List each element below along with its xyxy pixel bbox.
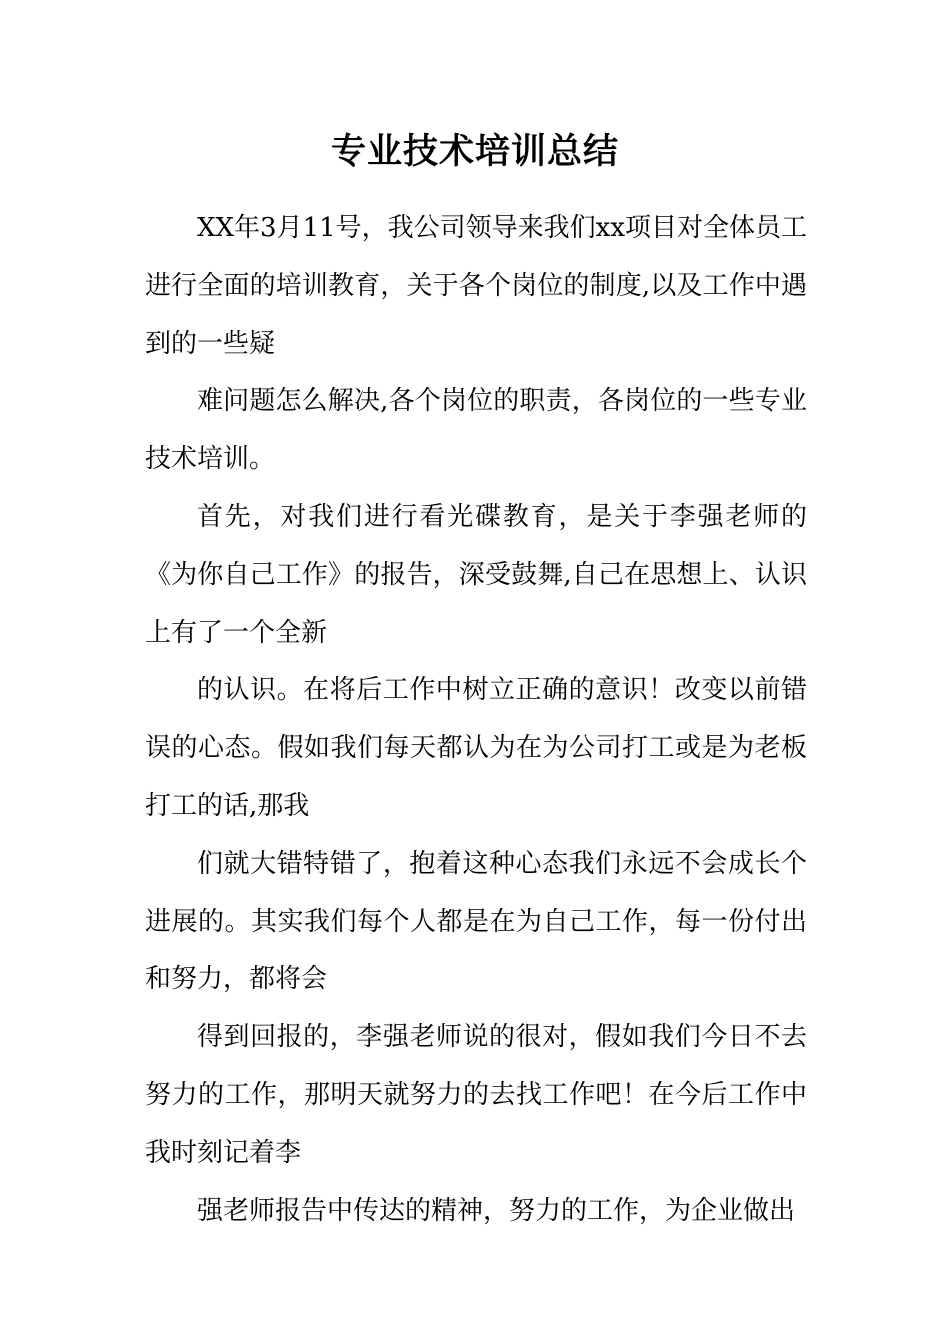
paragraph-1: XX年3月11号，我公司领导来我们xx项目对全体员工进行全面的培训教育，关于各个岗位的制度,以及工作中遇到的一些疑 bbox=[145, 213, 807, 359]
document-body bbox=[145, 200, 807, 1240]
paragraph-4: 的认识。在将后工作中树立正确的意识！改变以前错误的心态。假如我们每天都认为在为公司打工或是为老板打工的话,那我 bbox=[145, 675, 807, 821]
paragraph-6: 得到回报的，李强老师说的很对，假如我们今日不去努力的工作，那明天就努力的去找工作吧！在今后工作中我时刻记着李 bbox=[145, 1022, 807, 1168]
paragraph-7: 强老师报告中传达的精神，努力的工作，为企业做出 bbox=[197, 1195, 796, 1226]
paragraph-2: 难问题怎么解决,各个岗位的职责，各岗位的一些专业技术培训。 bbox=[145, 386, 807, 475]
paragraph-5: 们就大错特错了，抱着这种心态我们永远不会成长个进展的。其实我们每个人都是在为自己工作，每一份付出和努力，都将会 bbox=[145, 848, 807, 995]
document-title: 专业技术培训总结 bbox=[330, 132, 619, 172]
paragraph-3: 首先，对我们进行看光碟教育，是关于李强老师的《为你自己工作》的报告，深受鼓舞,自己在思想上、认识上有了一个全新 bbox=[145, 501, 807, 648]
